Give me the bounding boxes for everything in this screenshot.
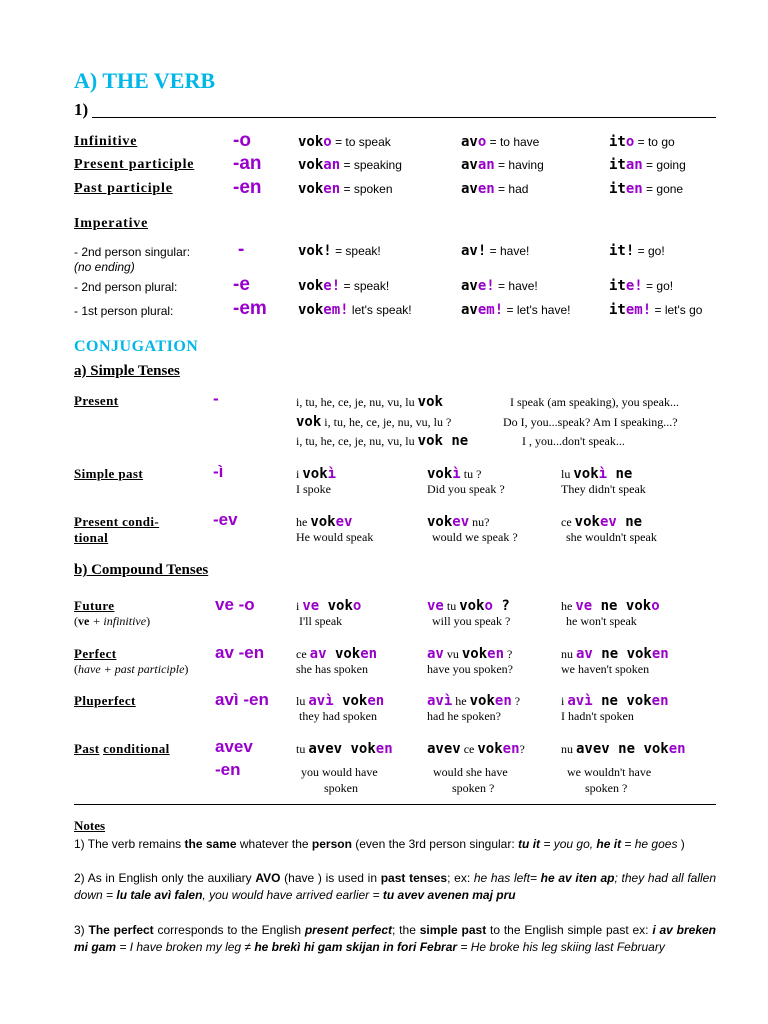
imperative-plur-voke: voke! = speak! [298, 278, 390, 294]
perfect-formula: (have + past participle) [74, 662, 189, 676]
past-participle-iten: iten = gone [609, 181, 684, 197]
simple-past-affirmative-en: I spoke [296, 482, 331, 496]
perfect-negative: nu av ne voken [561, 646, 669, 662]
present-cond-label-1: Present condi- [74, 514, 160, 529]
past-cond-question: avev ce voken? [427, 741, 525, 757]
future-negative: he ve ne voko [561, 598, 660, 614]
simple-tenses-heading: a) Simple Tenses [74, 363, 180, 379]
pluperfect-affirmative-en: they had spoken [299, 709, 377, 723]
past-cond-affirmative: tu avev voken [296, 741, 393, 757]
past-participle-aven: aven = had [461, 181, 529, 197]
imperative-plur-ite: ite! = go! [609, 278, 674, 294]
pluperfect-question-en: had he spoken? [427, 709, 501, 723]
perfect-affirmative: ce av voken [296, 646, 378, 662]
future-label: Future [74, 598, 115, 613]
future-question: ve tu voko ? [427, 598, 510, 614]
present-participle-avan: avan = having [461, 157, 544, 173]
present-cond-negative: ce vokev ne [561, 514, 643, 530]
simple-past-label: Simple past [74, 466, 144, 481]
perfect-affirmative-en: she has spoken [296, 662, 368, 676]
imperative-sing-av: av! = have! [461, 243, 530, 259]
past-cond-question-en-1: would she have [433, 765, 508, 779]
present-cond-label-2: tional [74, 530, 109, 545]
simple-past-question-en: Did you speak ? [427, 482, 505, 496]
future-affirmative-en: I'll speak [299, 614, 343, 628]
imperative-plur-suffix: -e [233, 274, 250, 295]
imperative-sing-note: (no ending) [74, 260, 135, 274]
past-cond-suffix-1: avev [215, 737, 253, 756]
imperative-sing-vok: vok! = speak! [298, 243, 381, 259]
past-cond-negative-en-1: we wouldn't have [567, 765, 652, 779]
notes-heading: Notes [74, 818, 106, 833]
imperative-plur-ave: ave! = have! [461, 278, 538, 294]
perfect-question: av vu voken ? [427, 646, 513, 662]
perfect-question-en: have you spoken? [427, 662, 513, 676]
past-cond-negative-en-2: spoken ? [585, 781, 628, 795]
imperative-first-label: - 1st person plural: [74, 304, 174, 318]
pluperfect-suffix: avì -en [215, 690, 269, 709]
present-participle-label: Present participle [74, 157, 195, 172]
imperative-first-vokem: vokem! let's speak! [298, 302, 412, 318]
simple-past-question: vokì tu ? [427, 466, 482, 482]
present-cond-affirmative: he vokev [296, 514, 353, 530]
present-label: Present [74, 393, 119, 408]
imperative-heading: Imperative [74, 216, 149, 231]
imperative-sing-it: it! = go! [609, 243, 665, 259]
note-1: 1) The verb remains the same whatever the person (even the 3rd person singular: tu it = you go, he it = he goes ) [74, 837, 685, 851]
pluperfect-affirmative: lu avì voken [296, 693, 385, 709]
past-cond-negative: nu avev ne voken [561, 741, 686, 757]
pluperfect-question: avì he voken ? [427, 693, 521, 709]
infinitive-voko: voko = to speak [298, 134, 391, 150]
perfect-label: Perfect [74, 646, 117, 661]
present-question-en: Do I, you...speak? Am I speaking...? [503, 415, 678, 429]
past-cond-affirmative-en-2: spoken [324, 781, 358, 795]
imperative-sing-suffix: - [238, 239, 245, 260]
simple-past-suffix: -ì [213, 462, 224, 481]
present-cond-suffix: -ev [213, 510, 238, 529]
past-participle-suffix: -en [233, 177, 262, 198]
fill-line [92, 117, 716, 118]
past-cond-suffix-2: -en [215, 760, 241, 779]
present-cond-question: vokev nu? [427, 514, 490, 530]
perfect-suffix: av -en [215, 643, 265, 662]
past-cond-affirmative-en-1: you would have [301, 765, 378, 779]
section-number: 1) [74, 100, 89, 119]
infinitive-label: Infinitive [74, 134, 138, 149]
imperative-first-item: item! = let's go [609, 302, 703, 318]
imperative-sing-label: - 2nd person singular: [74, 245, 191, 259]
future-question-en: will you speak ? [432, 614, 511, 628]
present-negative-en: I , you...don't speak... [522, 434, 625, 448]
simple-past-affirmative: i vokì [296, 466, 337, 482]
present-cond-negative-en: she wouldn't speak [566, 530, 657, 544]
past-participle-label: Past participle [74, 181, 173, 196]
present-negative: i, tu, he, ce, je, nu, vu, lu vok ne [296, 433, 469, 449]
pluperfect-label: Pluperfect [74, 693, 136, 708]
note-2: 2) As in English only the auxiliary AVO (have ) is used in past tenses; ex: he has left= he av iten ap; they had all fallen down = lu tale avì falen, you would have arrived earlier = tu avev avenen maj pru [74, 871, 717, 902]
infinitive-ito: ito = to go [609, 134, 675, 150]
present-question: vok i, tu, he, ce, je, nu, vu, lu ? [296, 414, 452, 430]
past-participle-voken: voken = spoken [298, 181, 393, 197]
present-cond-affirmative-en: He would speak [296, 530, 374, 544]
present-suffix: - [213, 389, 219, 408]
present-participle-vokan: vokan = speaking [298, 157, 402, 173]
present-affirmative: i, tu, he, ce, je, nu, vu, lu vok [296, 394, 443, 410]
conjugation-heading: CONJUGATION [74, 338, 199, 355]
future-suffix: ve -o [215, 595, 255, 614]
imperative-plur-label: - 2nd person plural: [74, 280, 178, 294]
page-title: A) THE VERB [74, 68, 216, 93]
present-cond-question-en: would we speak ? [432, 530, 518, 544]
past-cond-question-en-2: spoken ? [452, 781, 495, 795]
present-participle-itan: itan = going [609, 157, 686, 173]
present-participle-suffix: -an [233, 153, 262, 174]
simple-past-negative-en: They didn't speak [561, 482, 646, 496]
pluperfect-negative: i avì ne voken [561, 693, 669, 709]
future-affirmative: i ve voko [296, 598, 362, 614]
present-affirmative-en: I speak (am speaking), you speak... [510, 395, 679, 409]
future-negative-en: he won't speak [566, 614, 637, 628]
imperative-first-suffix: -em [233, 298, 267, 319]
future-formula: (ve + infinitive) [74, 614, 151, 628]
perfect-negative-en: we haven't spoken [561, 662, 650, 676]
compound-tenses-heading: b) Compound Tenses [74, 562, 209, 578]
pluperfect-negative-en: I hadn't spoken [561, 709, 634, 723]
simple-past-negative: lu vokì ne [561, 466, 633, 482]
note-3: 3) The perfect corresponds to the English present perfect; the simple past to the English simple past ex: i av breken mi gam = I have broken my leg ≠ he brekì hi gam skijan in fori Febrar = He broke his leg skiing last February [74, 923, 717, 954]
divider [74, 804, 716, 805]
past-cond-label: Past conditional [74, 741, 170, 756]
infinitive-suffix: -o [233, 130, 251, 151]
imperative-first-avem: avem! = let's have! [461, 302, 571, 318]
infinitive-avo: avo = to have [461, 134, 540, 150]
